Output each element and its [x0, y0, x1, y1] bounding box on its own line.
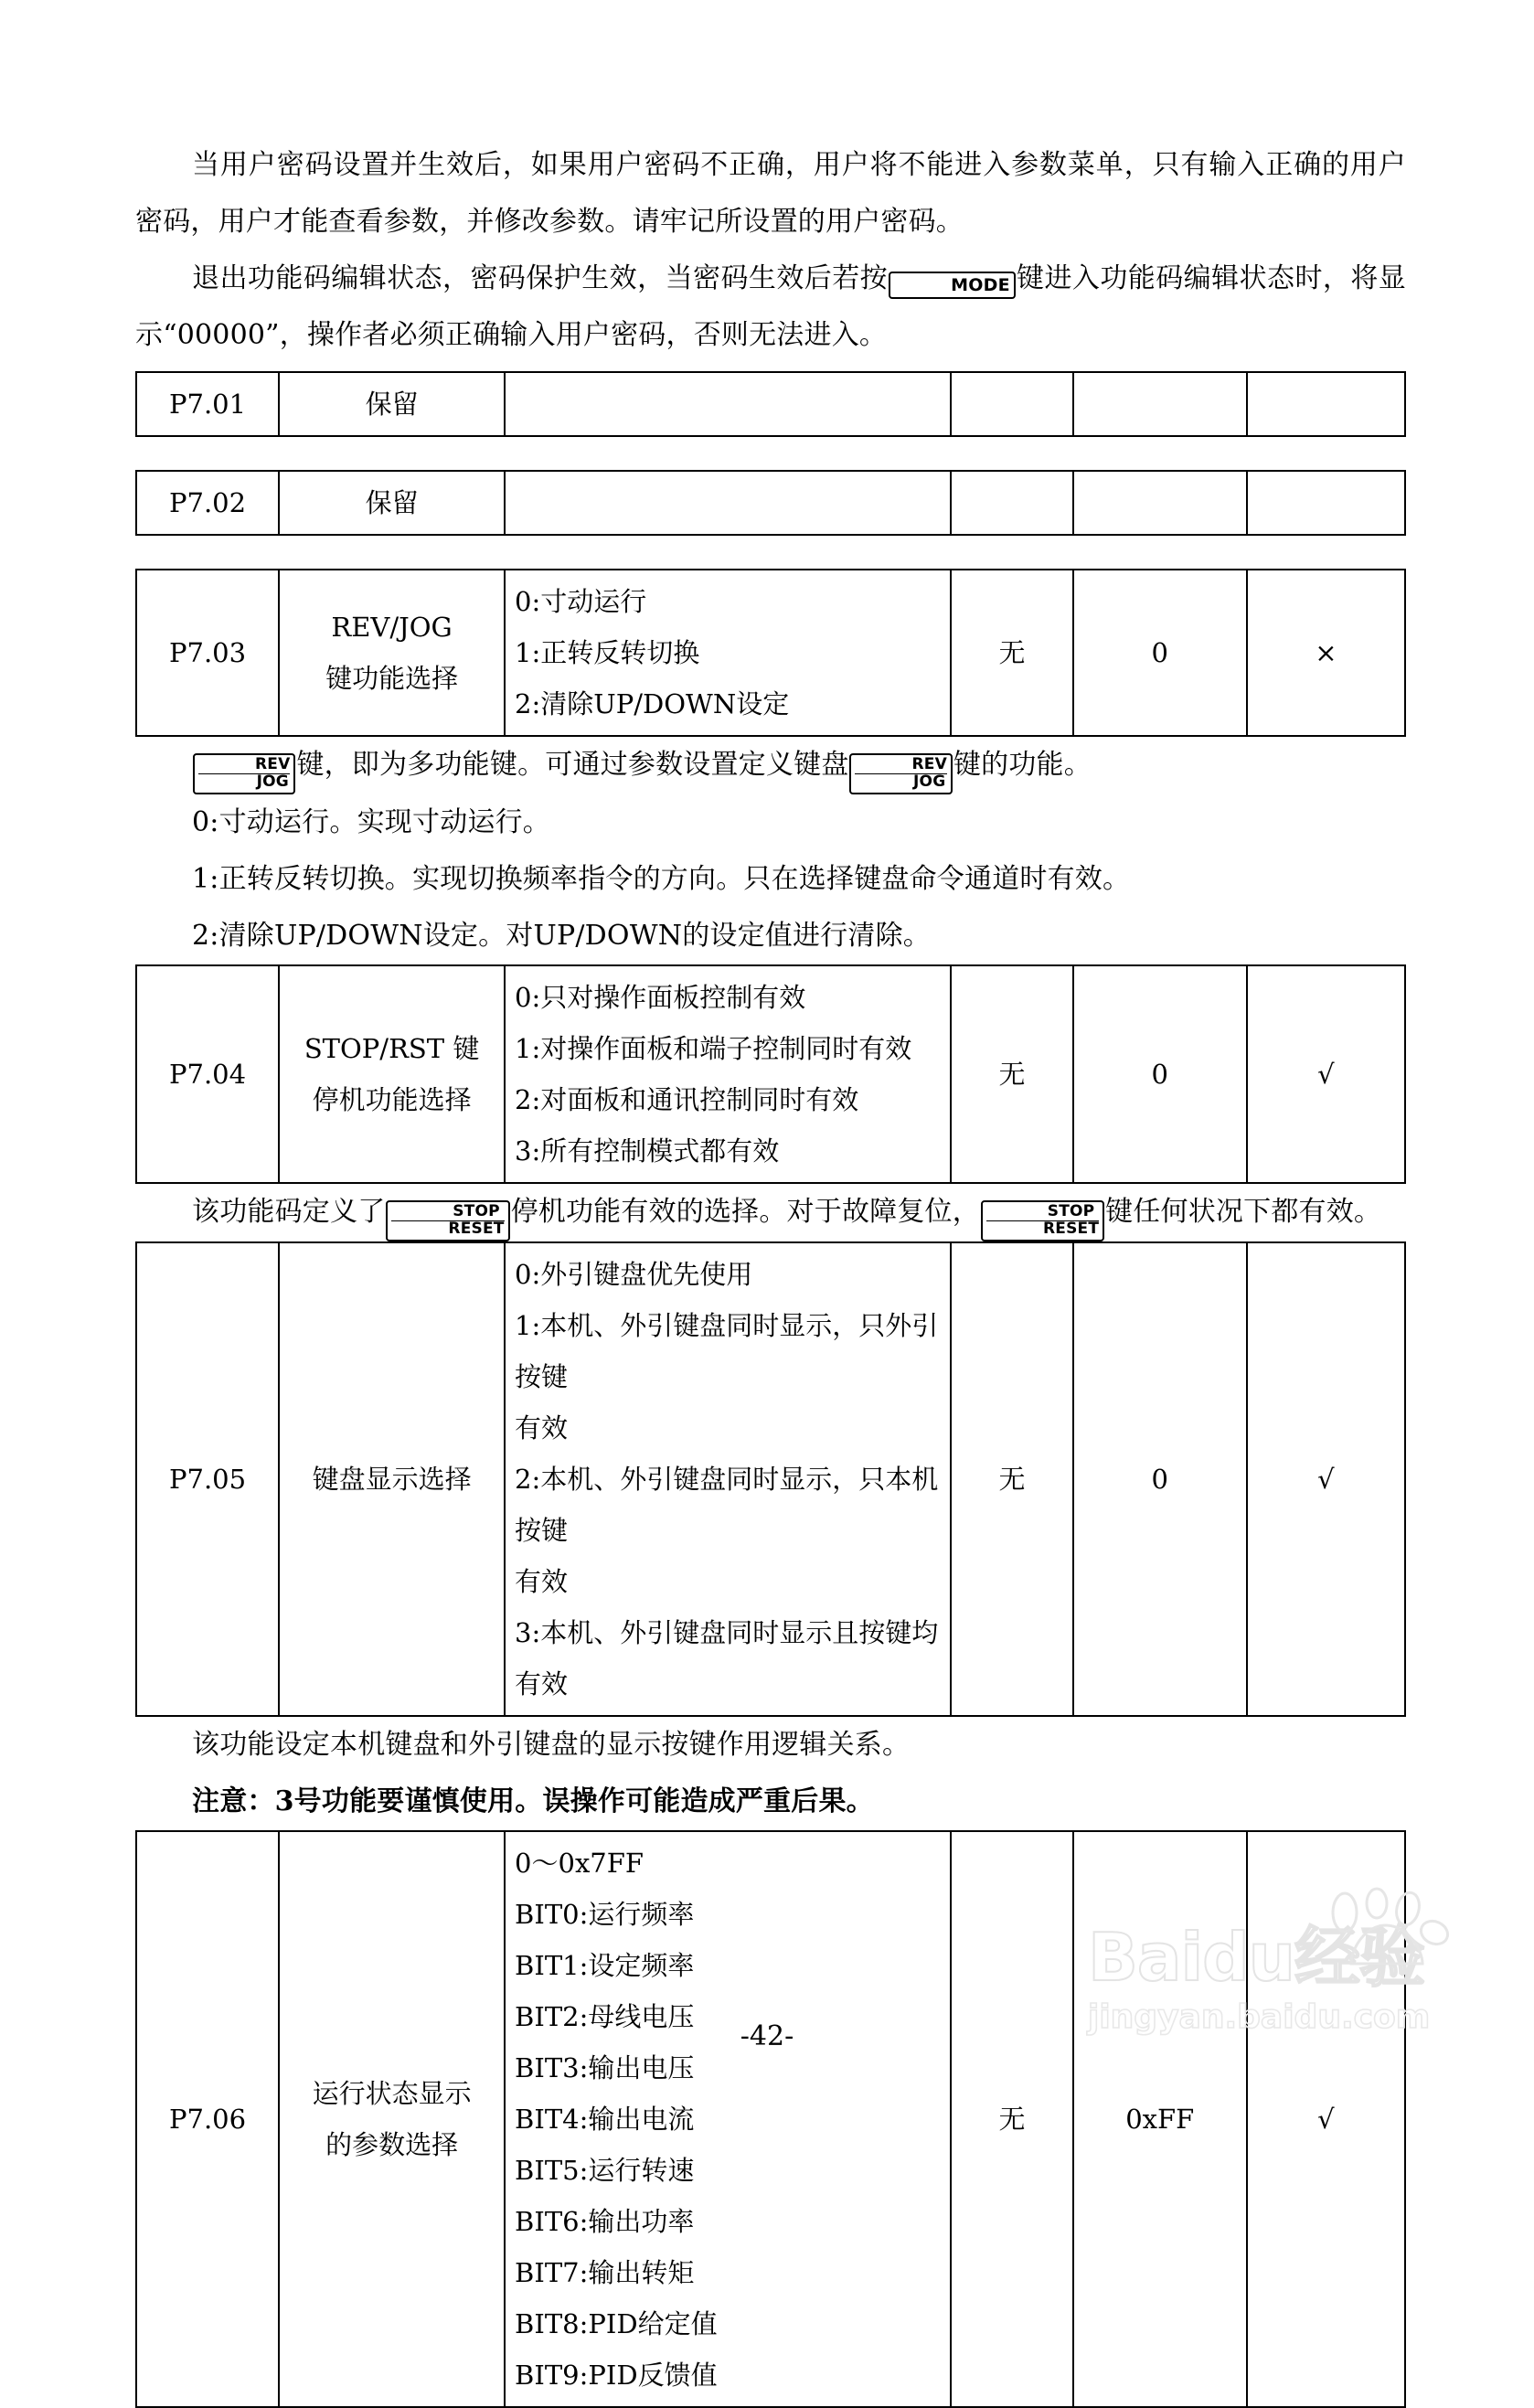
parameter-table-p706 [135, 1830, 1406, 2408]
cell-desc-line: BIT5:运行转速 [515, 2154, 695, 2186]
cell-desc-p701 [505, 372, 951, 436]
paragraph-revjog-part-a: 键，即为多功能键。可通过参数设置定义键盘 [296, 749, 849, 781]
cell-default-p704: 0 [1073, 965, 1247, 1183]
cell-desc-line: BIT6:输出功率 [515, 2205, 695, 2237]
cell-code-p701: P7.01 [136, 372, 279, 436]
cell-desc-line: 3:本机、外引键盘同时显示且按键均有效 [515, 1616, 939, 1699]
table-wrapper-p705 [135, 1241, 1406, 1717]
paragraph-option-2: 2:清除UP/DOWN设定。对UP/DOWN的设定值进行清除。 [192, 919, 932, 952]
rev-jog-key-icon [193, 753, 295, 794]
cell-modify-p702 [1247, 471, 1405, 535]
table-row [136, 570, 1405, 736]
paragraph-stopreset-part-a: 该功能码定义了 [192, 1195, 386, 1228]
cell-desc-line: 2:本机、外引键盘同时显示，只本机按键 [515, 1463, 939, 1546]
paragraph-exit-edit-state-part-b: 键进入功能码编辑状态时，将显示“00000”，操作者必须正确输入用户密码，否则无法进入。 [135, 262, 1406, 351]
page-content [135, 137, 1406, 2408]
cell-name-p704 [279, 965, 505, 1183]
cell-name-p703 [279, 570, 505, 736]
cell-desc-line: 0～0x7FF [515, 1847, 644, 1879]
cell-desc-line: BIT9:PID反馈值 [515, 2359, 718, 2391]
cell-name-line: 停机功能选择 [312, 1083, 472, 1115]
cell-name-line: 键功能选择 [325, 663, 459, 694]
cell-name-line: 的参数选择 [325, 2128, 459, 2160]
cell-desc-line: 1:正转反转切换 [515, 637, 700, 668]
table-row [136, 471, 1405, 535]
cell-unit-p705: 无 [951, 1242, 1072, 1716]
rev-jog-key-top-label: REV [198, 757, 290, 774]
cell-desc-line: BIT3:输出电压 [515, 2051, 695, 2083]
cell-name-line: 键盘显示选择 [312, 1463, 472, 1495]
cell-desc-line: BIT7:输出转矩 [515, 2256, 695, 2288]
cell-desc-line: 3:所有控制模式都有效 [515, 1135, 780, 1167]
paragraph-exit-edit-state-part-a: 退出功能码编辑状态，密码保护生效，当密码生效后若按 [192, 262, 889, 294]
cell-desc-p705 [505, 1242, 951, 1716]
cell-default-p703: 0 [1073, 570, 1247, 736]
parameter-table-p704 [135, 964, 1406, 1184]
cell-name-p706 [279, 1831, 505, 2407]
cell-name-p702: 保留 [279, 471, 505, 535]
paragraph-stopreset-function [135, 1184, 1406, 1241]
table-wrapper-p706 [135, 1830, 1406, 2408]
table-row [136, 965, 1405, 1183]
cell-unit-p704: 无 [951, 965, 1072, 1183]
cell-desc-line: 0:外引键盘优先使用 [515, 1258, 753, 1290]
page-number: -42- [740, 2020, 794, 2052]
cell-default-p706: 0xFF [1073, 1831, 1247, 2407]
cell-name-line: REV/JOG [331, 612, 453, 643]
stop-reset-key-top-label-2: STOP [986, 1204, 1099, 1221]
cell-unit-p706: 无 [951, 1831, 1072, 2407]
cell-modify-p704: √ [1247, 965, 1405, 1183]
cell-name-line: STOP/RST 键 [304, 1032, 480, 1064]
table-wrapper-p701 [135, 371, 1406, 437]
cell-desc-line: 1:对操作面板和端子控制同时有效 [515, 1032, 912, 1064]
table-wrapper-p702 [135, 470, 1406, 536]
parameter-table-p703 [135, 569, 1406, 737]
table-row [136, 1831, 1405, 2407]
parameter-table-p705 [135, 1241, 1406, 1717]
cell-desc-line: BIT2:母线电压 [515, 2000, 695, 2032]
stop-reset-key-top-label: STOP [391, 1204, 504, 1221]
stop-reset-key-icon [386, 1200, 509, 1241]
cell-code-p705: P7.05 [136, 1242, 279, 1716]
table-row [136, 1242, 1405, 1716]
parameter-table-p701 [135, 371, 1406, 437]
cell-desc-line: 1:本机、外引键盘同时显示，只外引按键 [515, 1309, 939, 1392]
cell-default-p705: 0 [1073, 1242, 1247, 1716]
paragraph-stopreset-part-b: 停机功能有效的选择。对于故障复位， [510, 1195, 980, 1228]
paragraph-keyboard-display-logic: 该功能设定本机键盘和外引键盘的显示按键作用逻辑关系。 [192, 1728, 911, 1761]
cell-desc-p703 [505, 570, 951, 736]
cell-modify-p705: √ [1247, 1242, 1405, 1716]
stop-reset-key-bottom-label: RESET [448, 1219, 505, 1238]
paragraph-revjog-function [135, 737, 1406, 794]
parameter-table-p702 [135, 470, 1406, 536]
table-wrapper-p703 [135, 569, 1406, 737]
cell-desc-line: BIT0:运行频率 [515, 1898, 695, 1930]
cell-desc-p706 [505, 1831, 951, 2407]
paragraph-option-0: 0:寸动运行。实现寸动运行。 [192, 805, 550, 838]
cell-desc-p704 [505, 965, 951, 1183]
table-row [136, 372, 1405, 436]
table-wrapper-p704 [135, 964, 1406, 1184]
cell-desc-line: BIT8:PID给定值 [515, 2307, 718, 2339]
cell-code-p702: P7.02 [136, 471, 279, 535]
paragraph-exit-edit-state [135, 250, 1406, 364]
cell-default-p701 [1073, 372, 1247, 436]
cell-desc-line: 有效 [515, 1565, 569, 1597]
cell-desc-line: 0:只对操作面板控制有效 [515, 981, 806, 1013]
cell-code-p706: P7.06 [136, 1831, 279, 2407]
rev-jog-key-bottom-label-2: JOG [913, 772, 946, 791]
cell-desc-line: 有效 [515, 1412, 569, 1444]
cell-name-p701: 保留 [279, 372, 505, 436]
paragraph-user-password: 当用户密码设置并生效后，如果用户密码不正确，用户将不能进入参数菜单，只有输入正确的用户密码，用户才能查看参数，并修改参数。请牢记所设置的用户密码。 [135, 149, 1406, 238]
stop-reset-key-icon-2 [981, 1200, 1104, 1241]
cell-modify-p701 [1247, 372, 1405, 436]
cell-desc-line: BIT1:设定频率 [515, 1949, 695, 1981]
rev-jog-key-top-label-2: REV [855, 757, 946, 774]
cell-desc-line: BIT4:输出电流 [515, 2103, 695, 2135]
cell-desc-line: 0:寸动运行 [515, 586, 647, 617]
cell-modify-p706: √ [1247, 1831, 1405, 2407]
stop-reset-key-bottom-label-2: RESET [1042, 1219, 1100, 1238]
cell-desc-p702 [505, 471, 951, 535]
cell-name-p705 [279, 1242, 505, 1716]
watermark-sub-text: jingyan.baidu.com [1088, 1998, 1431, 2036]
cell-code-p704: P7.04 [136, 965, 279, 1183]
cell-code-p703: P7.03 [136, 570, 279, 736]
cell-unit-p702 [951, 471, 1072, 535]
cell-unit-p701 [951, 372, 1072, 436]
cell-desc-line: 2:清除UP/DOWN设定 [515, 688, 790, 719]
cell-default-p702 [1073, 471, 1247, 535]
mode-key-icon: MODE [889, 272, 1016, 299]
cell-modify-p703: × [1247, 570, 1405, 736]
cell-desc-line: 2:对面板和通讯控制同时有效 [515, 1083, 859, 1115]
rev-jog-key-icon-2 [849, 753, 952, 794]
rev-jog-key-bottom-label: JOG [256, 772, 289, 791]
paragraph-stopreset-part-c: 键任何状况下都有效。 [1105, 1195, 1382, 1228]
watermark-main-text: Baidu经验 [1088, 1919, 1424, 1996]
paragraph-revjog-part-b: 键的功能。 [953, 749, 1092, 781]
cell-name-line: 运行状态显示 [312, 2077, 472, 2109]
paragraph-option-1: 1:正转反转切换。实现切换频率指令的方向。只在选择键盘命令通道时有效。 [192, 862, 1131, 895]
paragraph-warning-note: 注意：3号功能要谨慎使用。误操作可能造成严重后果。 [192, 1785, 874, 1817]
cell-unit-p703: 无 [951, 570, 1072, 736]
